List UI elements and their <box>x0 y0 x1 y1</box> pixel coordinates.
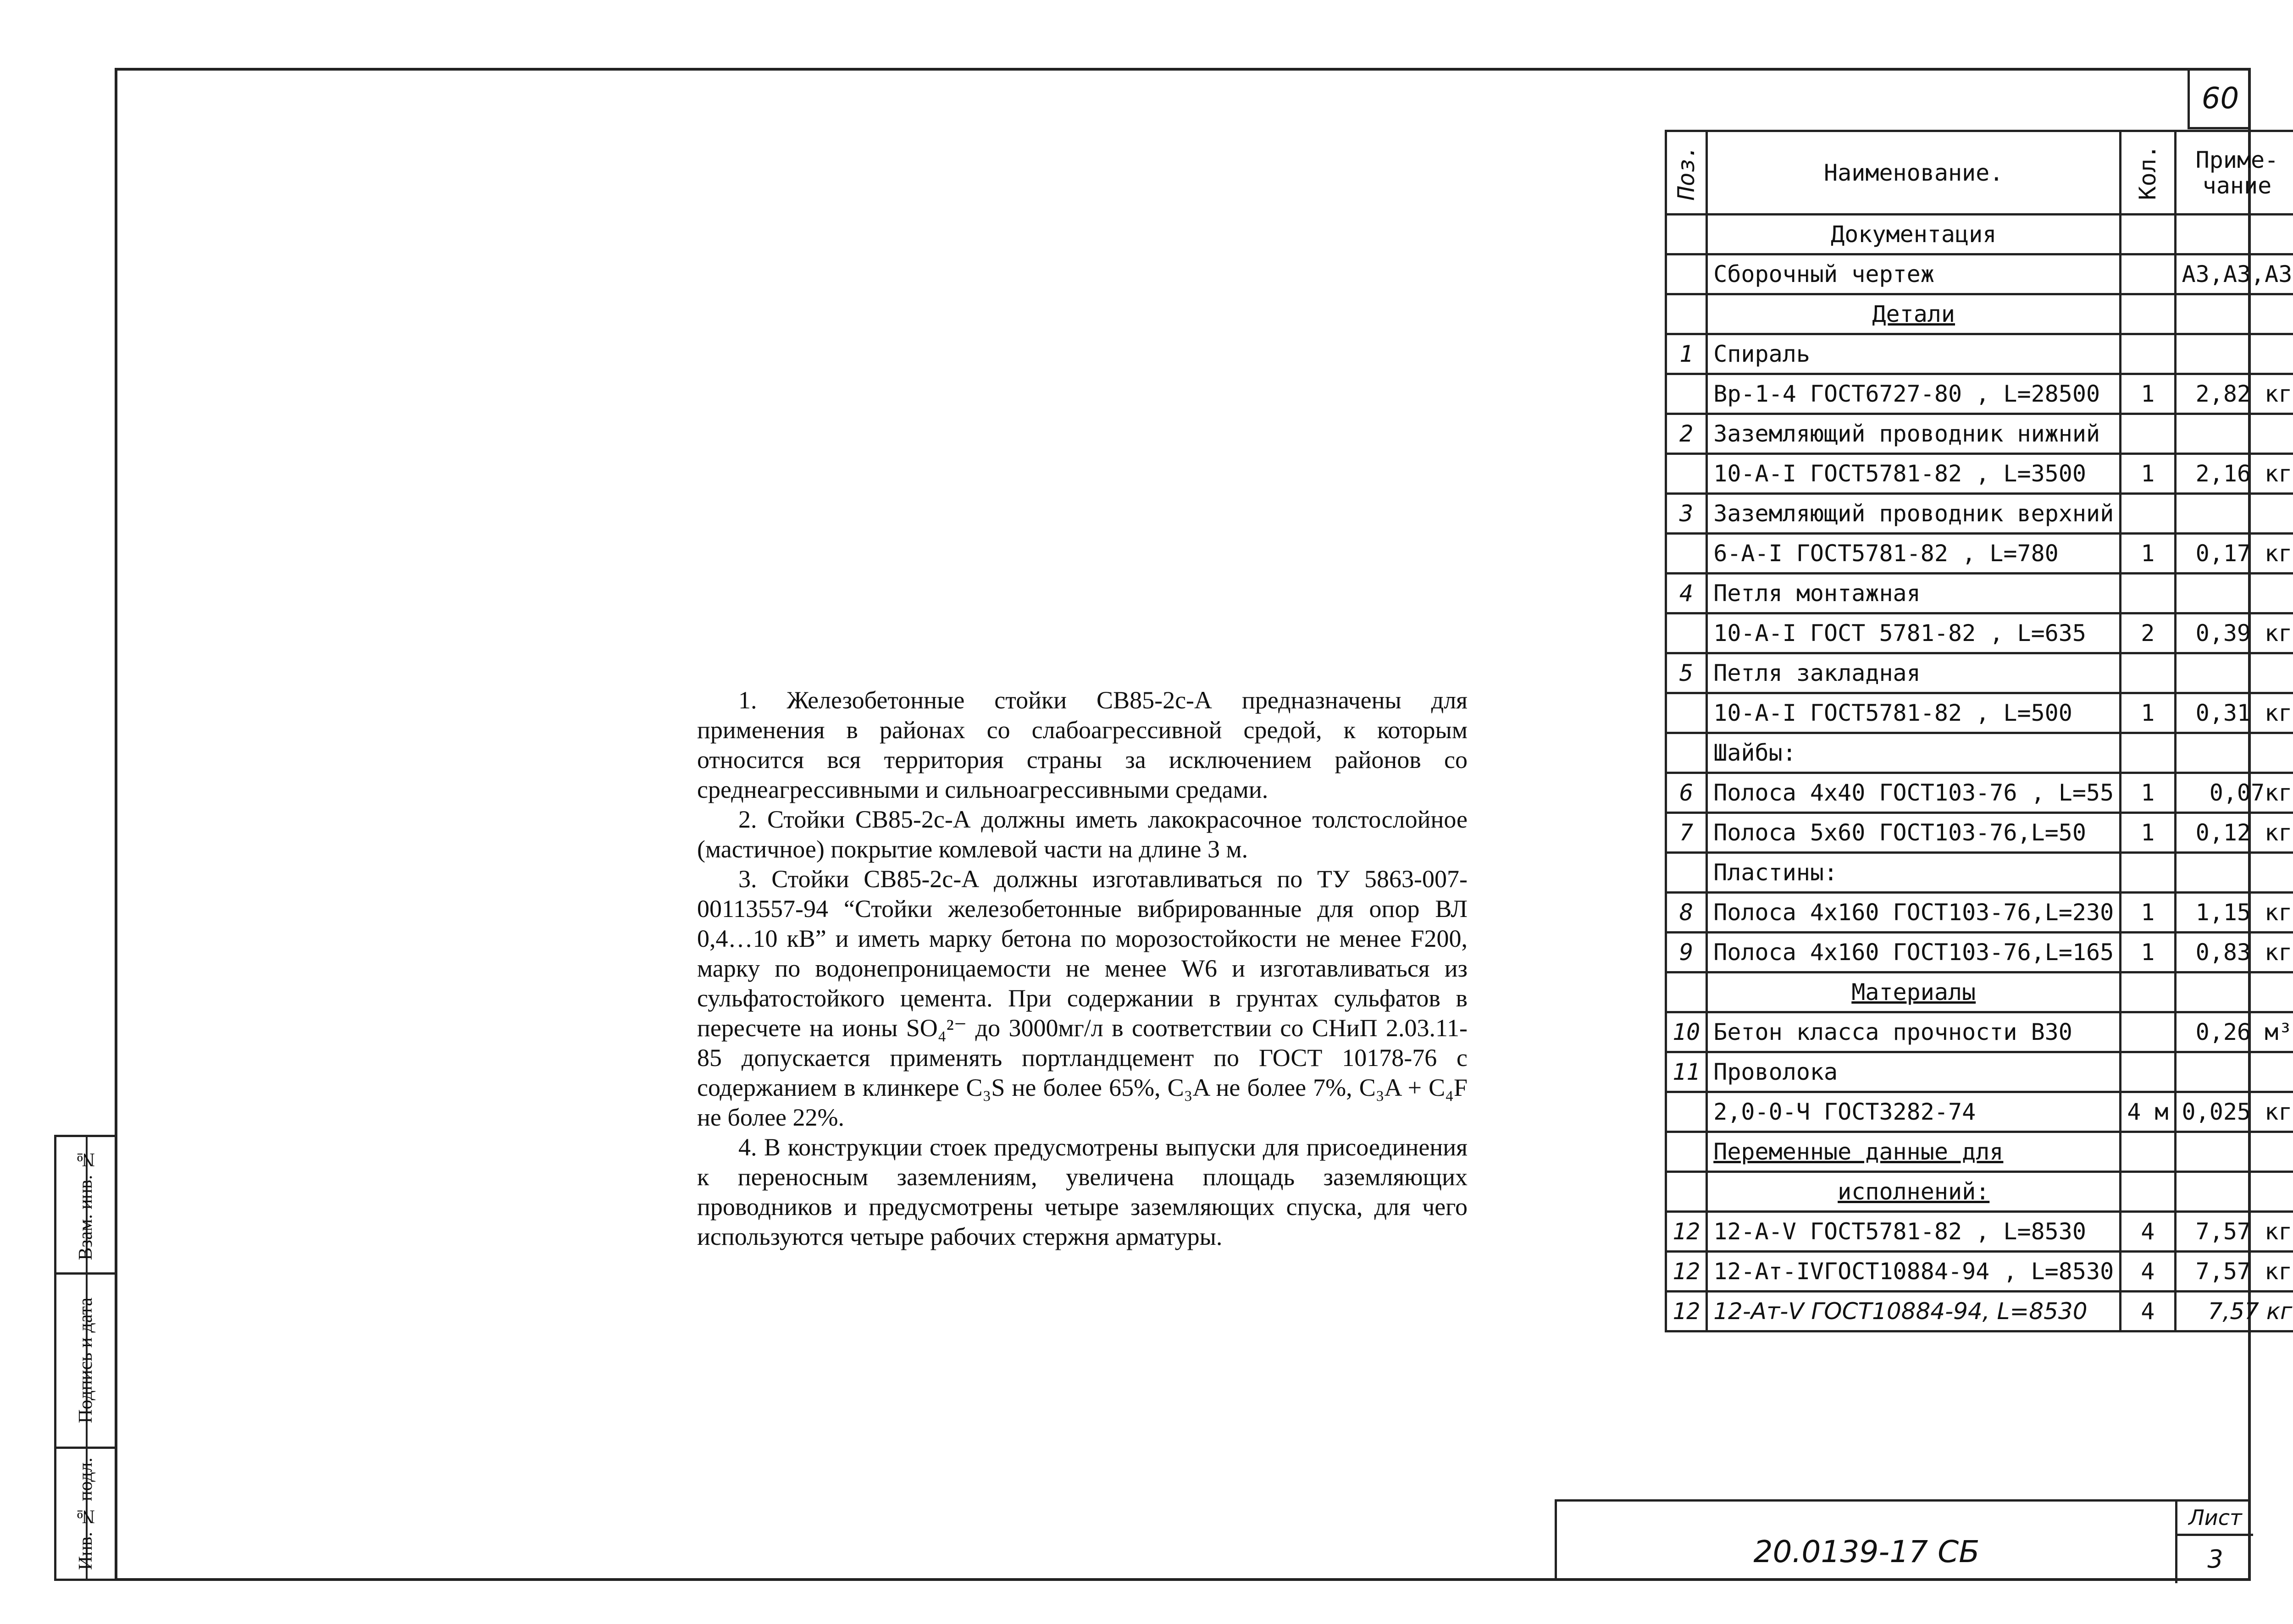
spec-poz-cell <box>1666 294 1707 334</box>
sheet-number: 3 <box>2207 1544 2223 1574</box>
spec-note-cell: 0,31 кг <box>2175 693 2293 733</box>
spec-qty-cell <box>2121 334 2175 374</box>
spec-qty-cell: 1 <box>2121 534 2175 574</box>
spec-poz-cell <box>1666 454 1707 494</box>
spec-note-cell: 0,26 м³ <box>2175 1012 2293 1052</box>
spec-note-cell: 7,57 кг <box>2175 1292 2293 1331</box>
spec-row <box>1666 215 2293 254</box>
spec-note-cell: 7,57 кг <box>2175 1252 2293 1292</box>
spec-qty-cell <box>2121 1132 2175 1172</box>
spec-name-cell: 10-А-I ГОСТ5781-82 , L=3500 <box>1707 454 2121 494</box>
spec-qty-cell <box>2121 294 2175 334</box>
spec-name-cell: Спираль <box>1707 334 2121 374</box>
spec-poz-cell <box>1666 534 1707 574</box>
stamp-cell-inv-podl: Инв. № подл. <box>75 1457 96 1570</box>
spec-row <box>1666 853 2293 893</box>
spec-poz-cell: 7 <box>1666 813 1707 853</box>
spec-poz-cell: 11 <box>1666 1052 1707 1092</box>
spec-poz-cell <box>1666 733 1707 773</box>
spec-name-cell: Полоса 4х40 ГОСТ103-76 , L=55 <box>1707 773 2121 813</box>
spec-poz-cell <box>1666 1092 1707 1132</box>
specification-table <box>1665 130 2293 1332</box>
spec-row <box>1666 1212 2293 1252</box>
spec-row <box>1666 1172 2293 1212</box>
spec-qty-cell: 1 <box>2121 893 2175 933</box>
spec-poz-cell <box>1666 254 1707 294</box>
spec-name-cell: Полоса 4х160 ГОСТ103-76,L=165 <box>1707 933 2121 972</box>
spec-name-cell: Полоса 4х160 ГОСТ103-76,L=230 <box>1707 893 2121 933</box>
spec-name-cell: Пластины: <box>1707 853 2121 893</box>
spec-poz-cell: 12 <box>1666 1212 1707 1252</box>
spec-note-cell: 0,025 кг <box>2175 1092 2293 1132</box>
spec-note-cell <box>2175 215 2293 254</box>
spec-name-cell: Материалы <box>1707 972 2121 1012</box>
spec-row <box>1666 1012 2293 1052</box>
spec-row <box>1666 733 2293 773</box>
spec-poz-cell: 4 <box>1666 574 1707 613</box>
note-3: 3. Стойки СВ85-2с-А должны изготавливаться по ТУ 5863-007-00113557-94 “Стойки железобетонные вибрированные для опор ВЛ 0,4…10 кВ” и иметь марку бетона по морозостойкости не менее F200, марку по водонепроницаемости не менее W6 и изготавливаться из сульфатостойкого цемента. При содержании в грунтах сульфатов в пересчете на ионы SO₄²⁻ до 3000мг/л в соответствии со СНиП 2.03.11-85 допускается применять портландцемент по ГОСТ 10178-76 с содержанием в клинкере C₃S не более 65%, C₃A не более 7%, C₃A + C₄F не более 22%. <box>697 865 1468 1131</box>
spec-qty-cell <box>2121 1172 2175 1212</box>
spec-poz-cell <box>1666 374 1707 414</box>
spec-note-cell: 0,83 кг <box>2175 933 2293 972</box>
spec-qty-cell: 2 <box>2121 613 2175 653</box>
spec-qty-cell <box>2121 972 2175 1012</box>
spec-note-cell: 0,12 кг <box>2175 813 2293 853</box>
spec-poz-cell: 3 <box>1666 494 1707 534</box>
spec-qty-cell: 4 м <box>2121 1092 2175 1132</box>
spec-note-cell <box>2175 294 2293 334</box>
spec-row <box>1666 813 2293 853</box>
spec-note-cell <box>2175 1052 2293 1092</box>
spec-qty-cell: 4 <box>2121 1252 2175 1292</box>
spec-qty-cell: 4 <box>2121 1292 2175 1331</box>
spec-qty-cell: 1 <box>2121 693 2175 733</box>
spec-name-cell: 12-Ат-V ГОСТ10884-94, L=8530 <box>1707 1292 2121 1331</box>
spec-name-cell: Переменные данные для <box>1707 1132 2121 1172</box>
spec-name-cell: Детали <box>1707 294 2121 334</box>
spec-qty-cell: 1 <box>2121 374 2175 414</box>
spec-note-cell <box>2175 574 2293 613</box>
spec-note-cell: А3,А3,А3 <box>2175 254 2293 294</box>
spec-row <box>1666 374 2293 414</box>
spec-name-cell: 2,0-0-Ч ГОСТ3282-74 <box>1707 1092 2121 1132</box>
spec-note-cell <box>2175 972 2293 1012</box>
spec-row <box>1666 294 2293 334</box>
spec-row <box>1666 613 2293 653</box>
technical-notes <box>697 685 1468 1252</box>
spec-row <box>1666 693 2293 733</box>
spec-qty-cell <box>2121 1052 2175 1092</box>
spec-poz-cell: 10 <box>1666 1012 1707 1052</box>
side-stamp <box>54 1135 117 1581</box>
header-name: Наименование. <box>1707 131 2121 215</box>
spec-name-cell: исполнений: <box>1707 1172 2121 1212</box>
spec-qty-cell <box>2121 574 2175 613</box>
spec-note-cell: 2,82 кг <box>2175 374 2293 414</box>
spec-row <box>1666 893 2293 933</box>
spec-note-cell: 2,16 кг <box>2175 454 2293 494</box>
spec-poz-cell: 9 <box>1666 933 1707 972</box>
spec-name-cell: Петля монтажная <box>1707 574 2121 613</box>
spec-name-cell: Петля закладная <box>1707 653 2121 693</box>
stamp-cell-vzam-inv: Взам. инв. № <box>56 1137 115 1275</box>
spec-qty-cell <box>2121 653 2175 693</box>
spec-row <box>1666 1052 2293 1092</box>
spec-name-cell: Документация <box>1707 215 2121 254</box>
spec-poz-cell <box>1666 853 1707 893</box>
spec-header-row <box>1666 131 2293 215</box>
spec-note-cell <box>2175 414 2293 454</box>
spec-row <box>1666 574 2293 613</box>
note-1: 1. Железобетонные стойки СВ85-2с-А предназначены для применения в районах со слабоагрессивной средой, к которым относится вся территория страны за исключением районов со среднеагрессивными и сильноагрессивными средами. <box>697 686 1468 803</box>
spec-row <box>1666 254 2293 294</box>
spec-note-cell <box>2175 1132 2293 1172</box>
page-number: 60 <box>2188 70 2251 129</box>
spec-qty-cell: 1 <box>2121 813 2175 853</box>
spec-note-cell <box>2175 334 2293 374</box>
header-qty: Кол. <box>2121 131 2175 215</box>
sheet-label: Лист <box>2177 1502 2253 1536</box>
document-code: 20.0139-17 СБ <box>1753 1534 1980 1569</box>
spec-note-cell: 0,39 кг <box>2175 613 2293 653</box>
spec-qty-cell: 1 <box>2121 933 2175 972</box>
spec-qty-cell <box>2121 853 2175 893</box>
spec-qty-cell <box>2121 1012 2175 1052</box>
spec-poz-cell: 2 <box>1666 414 1707 454</box>
note-2: 2. Стойки СВ85-2с-А должны иметь лакокрасочное толстослойное (мастичное) покрытие комлевой части на длине 3 м. <box>697 806 1468 863</box>
spec-note-cell <box>2175 494 2293 534</box>
header-note: Приме- чание <box>2175 131 2293 215</box>
spec-note-cell <box>2175 733 2293 773</box>
spec-note-cell <box>2175 853 2293 893</box>
spec-name-cell: 10-А-I ГОСТ 5781-82 , L=635 <box>1707 613 2121 653</box>
spec-name-cell: Полоса 5х60 ГОСТ103-76,L=50 <box>1707 813 2121 853</box>
spec-qty-cell: 1 <box>2121 454 2175 494</box>
spec-name-cell: Вр-1-4 ГОСТ6727-80 , L=28500 <box>1707 374 2121 414</box>
spec-poz-cell: 12 <box>1666 1252 1707 1292</box>
spec-row <box>1666 1092 2293 1132</box>
spec-qty-cell: 1 <box>2121 773 2175 813</box>
spec-poz-cell: 5 <box>1666 653 1707 693</box>
spec-row <box>1666 494 2293 534</box>
spec-poz-cell <box>1666 1132 1707 1172</box>
spec-note-cell: 0,07кг <box>2175 773 2293 813</box>
spec-note-cell: 0,17 кг <box>2175 534 2293 574</box>
spec-row <box>1666 972 2293 1012</box>
spec-note-cell <box>2175 653 2293 693</box>
spec-qty-cell <box>2121 733 2175 773</box>
spec-row <box>1666 1252 2293 1292</box>
spec-name-cell: 12-Ат-IVГОСТ10884-94 , L=8530 <box>1707 1252 2121 1292</box>
spec-poz-cell: 6 <box>1666 773 1707 813</box>
spec-poz-cell: 12 <box>1666 1292 1707 1331</box>
title-block <box>1555 1499 2251 1581</box>
spec-poz-cell: 8 <box>1666 893 1707 933</box>
spec-qty-cell <box>2121 254 2175 294</box>
spec-name-cell: Проволока <box>1707 1052 2121 1092</box>
spec-name-cell: Шайбы: <box>1707 733 2121 773</box>
spec-name-cell: 10-А-I ГОСТ5781-82 , L=500 <box>1707 693 2121 733</box>
spec-row <box>1666 414 2293 454</box>
spec-note-cell <box>2175 1172 2293 1212</box>
spec-note-cell: 7,57 кг <box>2175 1212 2293 1252</box>
spec-name-cell: 12-А-V ГОСТ5781-82 , L=8530 <box>1707 1212 2121 1252</box>
spec-poz-cell <box>1666 693 1707 733</box>
spec-poz-cell: 1 <box>1666 334 1707 374</box>
spec-name-cell: Бетон класса прочности В30 <box>1707 1012 2121 1052</box>
note-4: 4. В конструкции стоек предусмотрены выпуски для присоединения к переносным заземлениям, увеличена площадь заземляющих проводников и предусмотрены четыре заземляющих спуска, для чего используются четыре рабочих стержня арматуры. <box>697 1133 1468 1250</box>
spec-name-cell: Заземляющий проводник верхний <box>1707 494 2121 534</box>
spec-name-cell: Сборочный чертеж <box>1707 254 2121 294</box>
spec-poz-cell <box>1666 215 1707 254</box>
spec-row <box>1666 773 2293 813</box>
spec-poz-cell <box>1666 613 1707 653</box>
spec-poz-cell <box>1666 1172 1707 1212</box>
spec-row <box>1666 334 2293 374</box>
spec-poz-cell <box>1666 972 1707 1012</box>
spec-row <box>1666 1292 2293 1331</box>
spec-qty-cell: 4 <box>2121 1212 2175 1252</box>
spec-name-cell: 6-А-I ГОСТ5781-82 , L=780 <box>1707 534 2121 574</box>
header-poz: Поз. <box>1666 131 1707 215</box>
spec-name-cell: Заземляющий проводник нижний <box>1707 414 2121 454</box>
spec-row <box>1666 534 2293 574</box>
spec-row <box>1666 653 2293 693</box>
sheet-box <box>2175 1502 2253 1583</box>
spec-qty-cell <box>2121 494 2175 534</box>
spec-row <box>1666 1132 2293 1172</box>
spec-qty-cell <box>2121 414 2175 454</box>
spec-note-cell: 1,15 кг <box>2175 893 2293 933</box>
spec-qty-cell <box>2121 215 2175 254</box>
spec-row <box>1666 454 2293 494</box>
stamp-cell-podpis-data: Подпись и дата <box>56 1275 115 1449</box>
spec-row <box>1666 933 2293 972</box>
